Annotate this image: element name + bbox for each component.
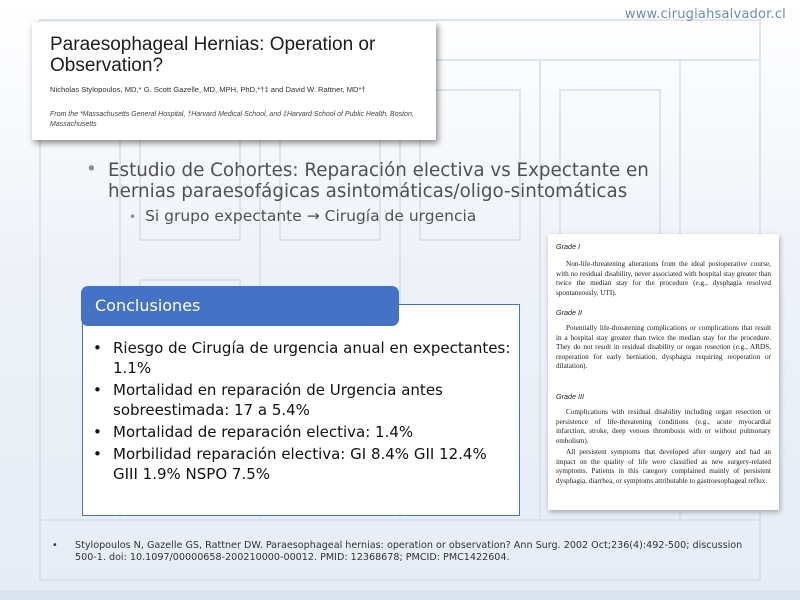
grades-excerpt-card xyxy=(548,234,779,510)
paper-authors: Nicholas Stylopoulos, MD,* G. Scott Gazelle, MD, MPH, PhD,*†‡ and David W. Rattner, MD*† xyxy=(50,85,366,94)
bullet-icon: • xyxy=(93,339,102,357)
sub-bullet-text: Si grupo expectante → Cirugía de urgencia xyxy=(145,207,477,225)
grade-3-text-2: All persistent symptoms that developed after surgery and had an impact on the quality of life were classified as new surgery-related symptoms. Patients in this category complained mainly of persistent dysphagia, diarrhea, or symptoms attributable to gastroesophageal reflux. xyxy=(556,448,771,485)
site-url: www.cirugiahsalvador.cl xyxy=(624,7,786,22)
conclusion-text: Riesgo de Cirugía de urgencia anual en expectantes: 1.1% xyxy=(113,339,511,377)
paper-title: Paraesophageal Hernias: Operation or Observation? xyxy=(50,34,376,76)
list-item xyxy=(92,380,512,420)
list-item xyxy=(92,422,512,442)
main-bullet xyxy=(86,160,706,202)
grade-1-text: Non-life-threatening alterations from the ideal postoperative course, with no residual disability, never associated with hospital stay greater than twice the median stay for the procedure (e.g., dysphagia resolved spontaneously, UTI). xyxy=(556,260,771,297)
grade-3-text-1: Complications with residual disability including organ resection or persistence of life-threatening conditions (e.g., acute myocardial infarction, stroke, deep venous thrombosis with or without pulmonary embolism). xyxy=(556,408,771,445)
bullet-icon: • xyxy=(93,445,102,463)
citation-text: Stylopoulos N, Gazelle GS, Rattner DW. Paraesophageal hernias: operation or observation? Ann Surg. 2002 Oct;236(4):492-500; discussion 500-1. doi: 10.1097/00000658-200210000-00012. PMID: 12368678; PMCID: PMC1422604. xyxy=(75,540,743,563)
conclusion-text: Mortalidad en reparación de Urgencia antes sobreestimada: 17 a 5.4% xyxy=(113,381,443,419)
main-bullet-text: Estudio de Cohortes: Reparación electiva vs Expectante en hernias paraesofágicas asintomáticas/oligo-sintomáticas xyxy=(108,160,649,202)
grade-2-text: Potentially life-threatening complications or complications that result in a hospital stay greater than twice the median stay for the procedure. They do not result in residual disability or organ resection (e.g., ARDS, reoperation for early herniation, dysphagia requiring reoperation or dilatation). xyxy=(556,324,771,371)
paper-affiliation: From the *Massachusetts General Hospital, †Harvard Medical School, and ‡Harvard School of Public Health, Boston, Massachusetts xyxy=(50,111,414,128)
grade-3-title: Grade III xyxy=(556,392,584,401)
bullet-icon: • xyxy=(93,381,102,399)
list-item xyxy=(92,444,512,484)
grade-1-title: Grade I xyxy=(556,242,580,251)
bullet-icon: • xyxy=(86,159,97,180)
conclusions-header: Conclusiones xyxy=(81,286,399,326)
bullet-icon: • xyxy=(129,210,137,224)
grade-2-title: Grade II xyxy=(556,308,582,317)
conclusion-text: Mortalidad de reparación electiva: 1.4% xyxy=(113,423,414,441)
bullet-icon: • xyxy=(93,423,102,441)
conclusion-text: Morbilidad reparación electiva: GI 8.4% GII 12.4% GIII 1.9% NSPO 7.5% xyxy=(113,445,487,483)
bullet-icon: • xyxy=(52,540,58,551)
paper-header-card xyxy=(32,22,436,140)
list-item xyxy=(92,338,512,378)
sub-bullet xyxy=(129,207,629,225)
citation xyxy=(52,540,752,564)
conclusions-list xyxy=(92,338,512,486)
